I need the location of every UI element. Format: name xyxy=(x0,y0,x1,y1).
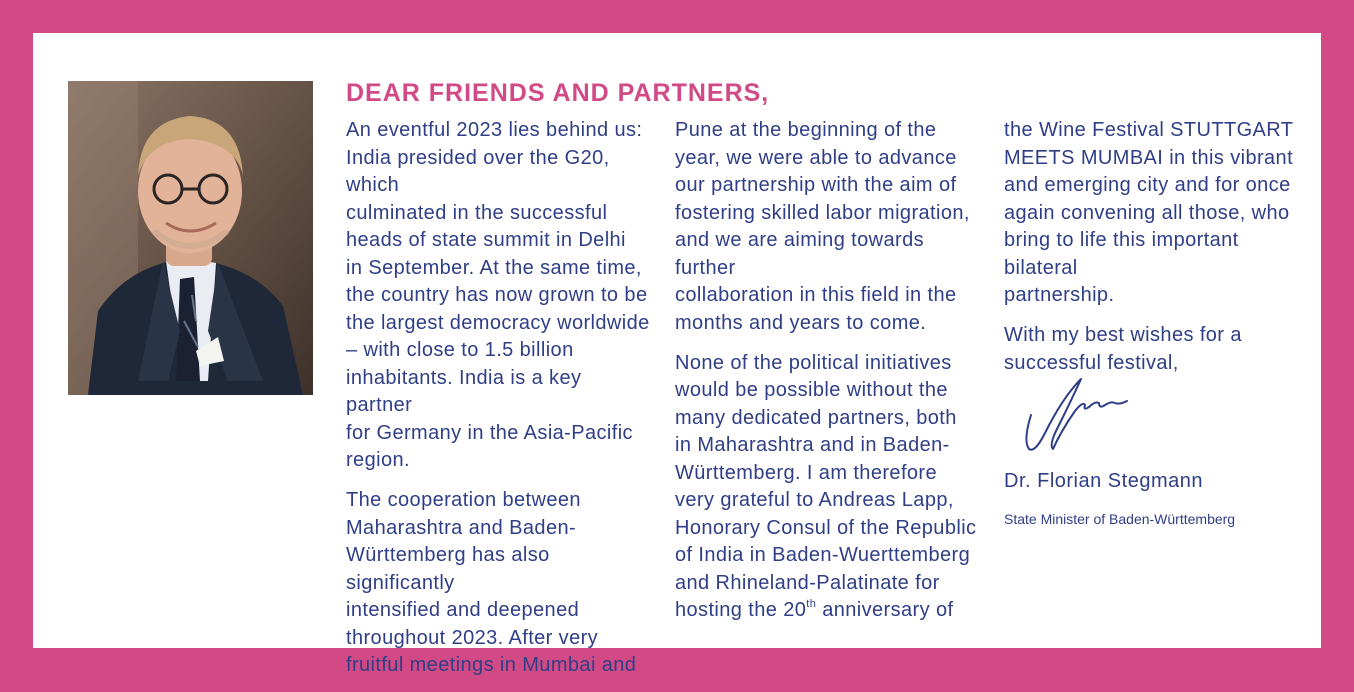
signer-title: State Minister of Baden-Württemberg xyxy=(1004,511,1236,527)
signer-name: Dr. Florian Stegmann xyxy=(1004,470,1203,492)
signature-image xyxy=(1023,371,1133,457)
closing-paragraph: With my best wishes for a successful festival, xyxy=(1004,324,1242,374)
paragraph-end-text: anniversary of xyxy=(816,599,954,621)
paragraph-body: None of the political initiatives would be possible without the many dedicated partners, both in Maharashtra and in Baden- Württemberg. I am therefore very grateful to Andreas Lapp, Honorary Consul of the Republic of India in Baden-Wuerttemberg and Rhineland-Palatinate for xyxy=(675,351,977,594)
letter-heading: DEAR FRIENDS AND PARTNERS, xyxy=(346,79,770,107)
paragraph xyxy=(675,350,980,625)
paragraph-end-text: hosting the 20 xyxy=(675,599,807,621)
paragraph: the Wine Festival STUTTGART MEETS MUMBAI in this vibrant and emerging city and for once again convening all those, who bring to life this important bilateral partnership. xyxy=(1004,119,1294,306)
paragraph: The cooperation between Maharashtra and Baden- Württemberg has also significantly intensified and deepened throughout 2023. After very fruitful meetings in Mumbai and xyxy=(346,489,637,676)
letter-card xyxy=(33,33,1321,676)
paragraph: Pune at the beginning of the year, we were able to advance our partnership with the aim of fostering skilled labor migration, and we are aiming towards further collaboration in this field in the months and years to come. xyxy=(675,119,970,334)
portrait-photo xyxy=(68,81,313,395)
text-column-3 xyxy=(1004,117,1314,390)
text-column-2 xyxy=(675,117,980,637)
ordinal-suffix: th xyxy=(806,598,817,610)
text-column-1 xyxy=(346,117,651,692)
paragraph: An eventful 2023 lies behind us: India presided over the G20, which culminated in the successful heads of state summit in Delhi in September. At the same time, the country has now grown to be the largest democracy worldwide – with close to 1.5 billion inhabitants. India is a key partner for Germany in the Asia-Pacific region. xyxy=(346,119,650,471)
